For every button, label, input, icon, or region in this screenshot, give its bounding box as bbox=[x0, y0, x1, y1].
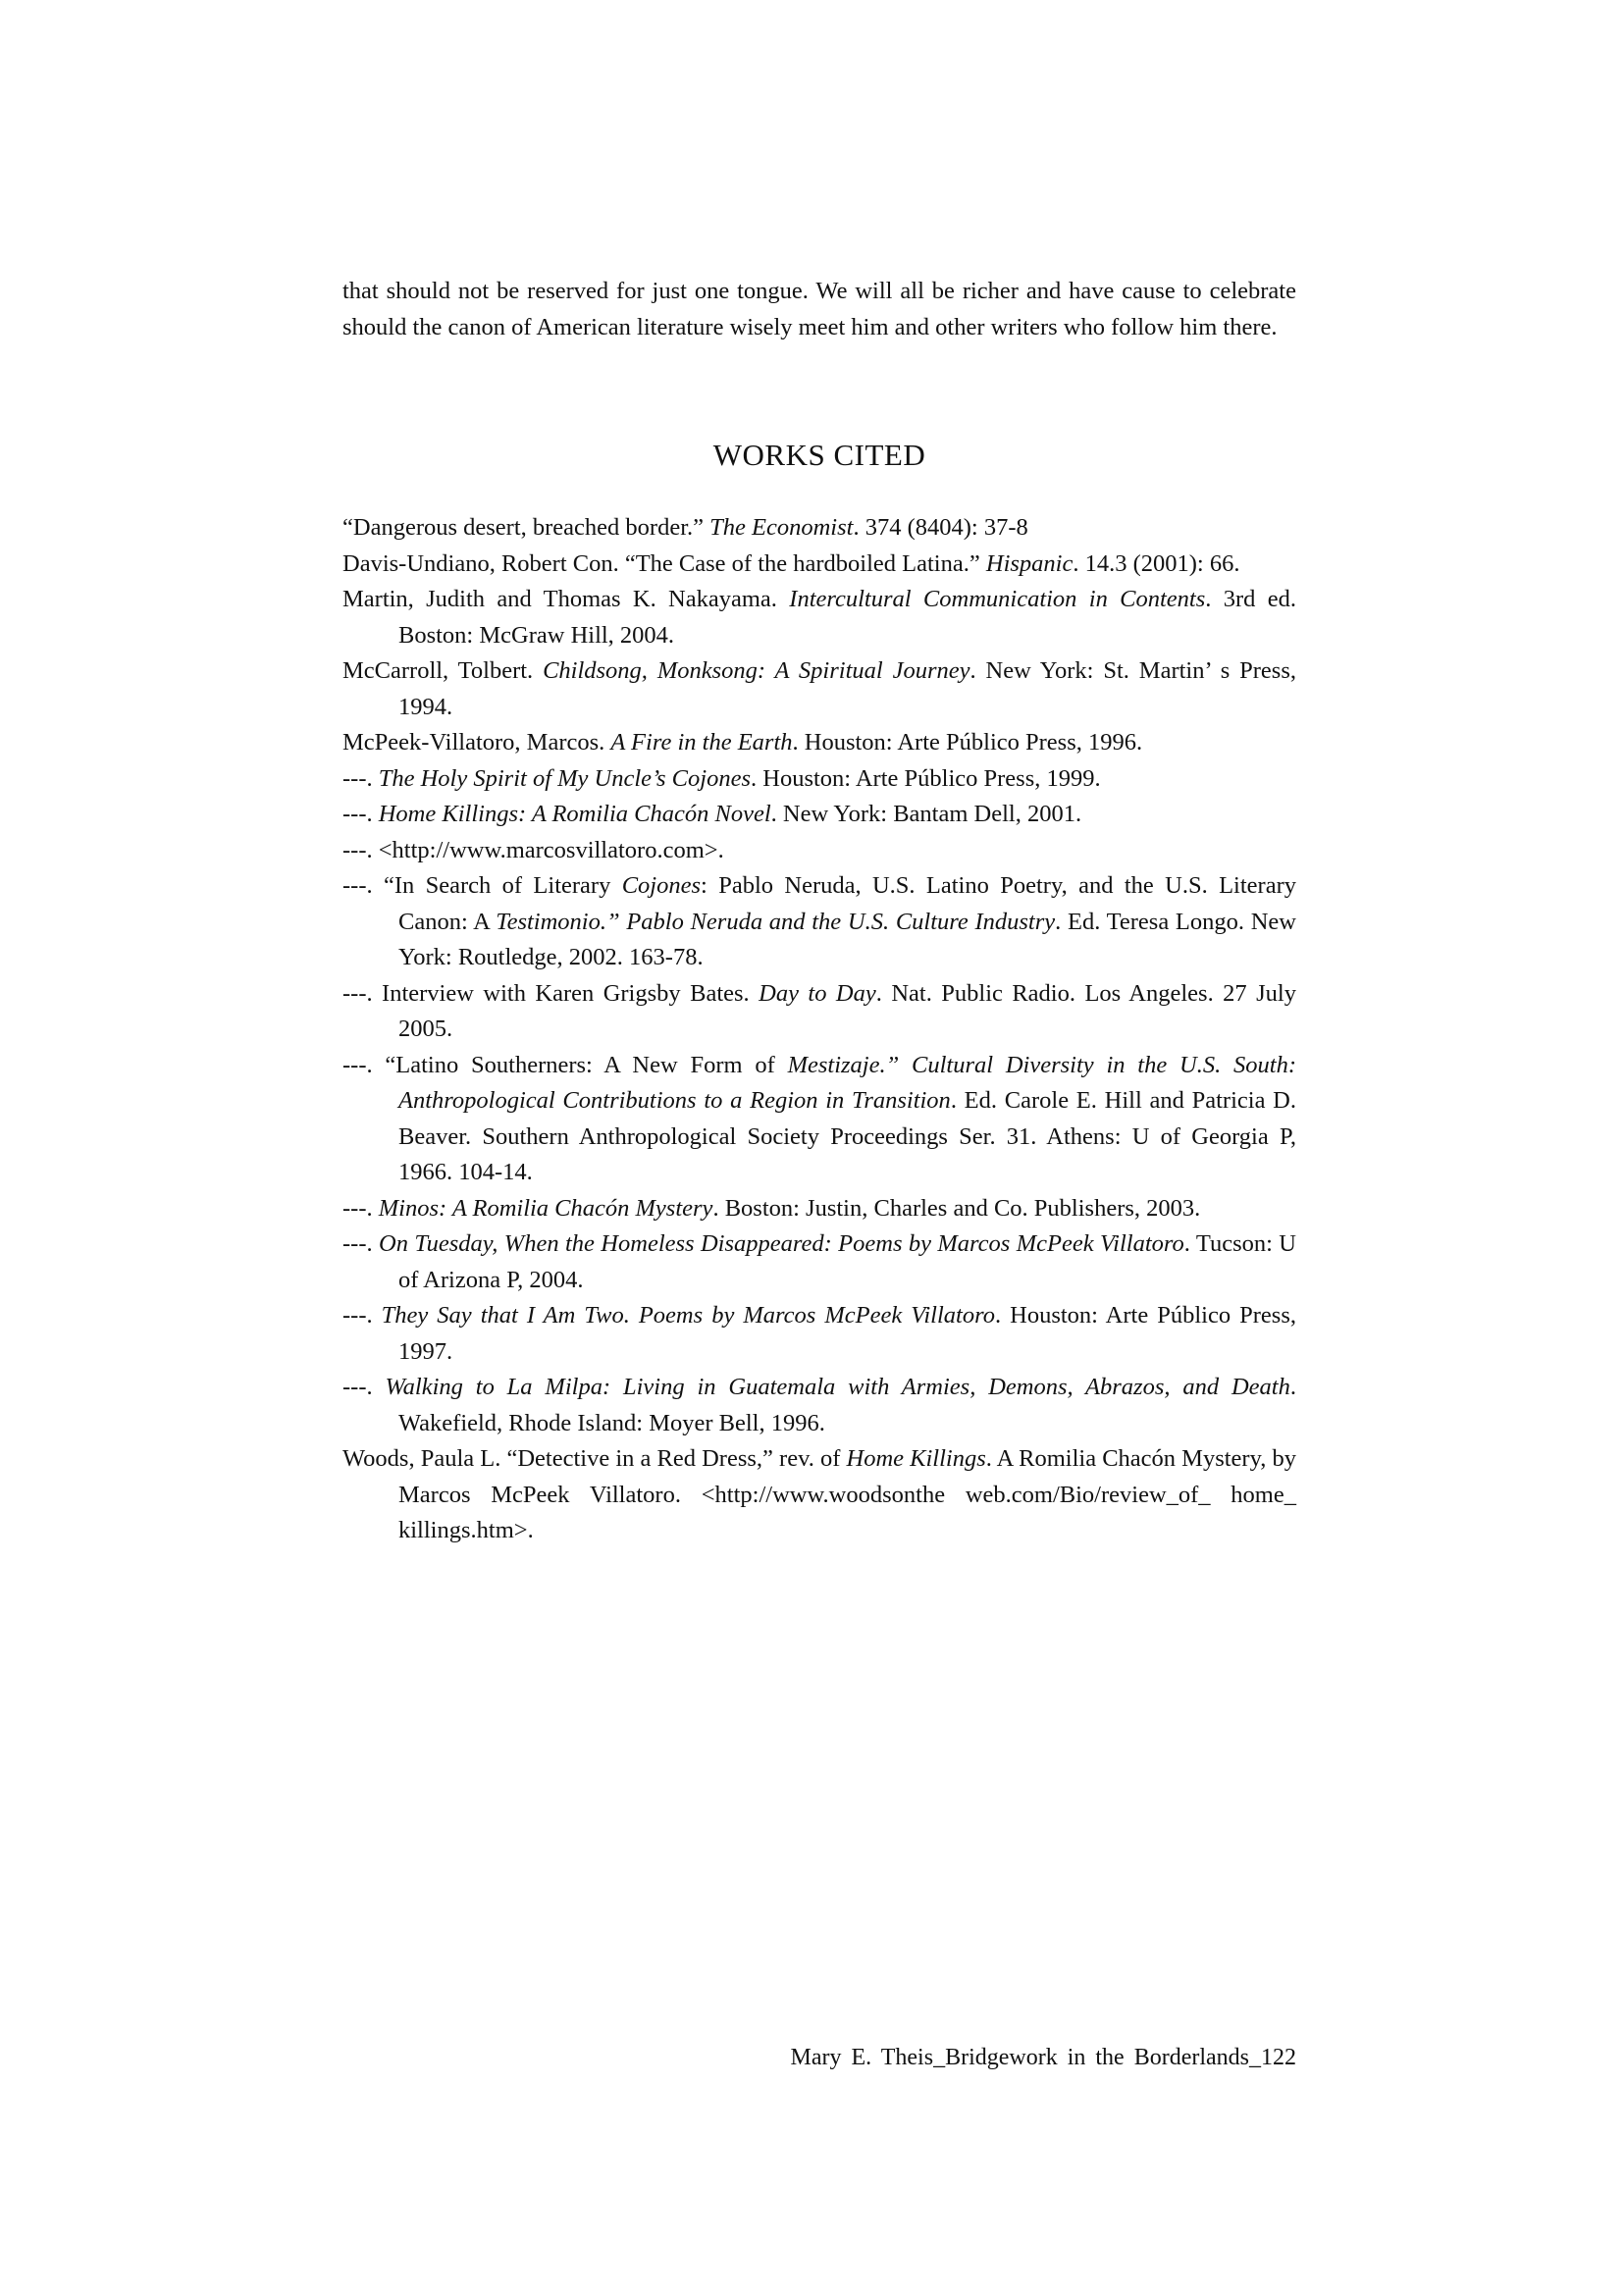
citation-entry bbox=[342, 1441, 1296, 1549]
citation-text: ---. bbox=[342, 801, 379, 827]
citation-title: Walking to La Milpa: Living in Guatemala with Armies, Demons, Abrazos, and Death bbox=[385, 1374, 1290, 1400]
citation-entry bbox=[342, 653, 1296, 725]
citation-text: . New York: Bantam Dell, 2001. bbox=[770, 801, 1082, 827]
citation-text: ---. “In Search of Literary bbox=[342, 872, 622, 899]
citation-text: Woods, Paula L. “Detective in a Red Dress,” rev. of bbox=[342, 1445, 847, 1472]
citation-text: . Houston: Arte Público Press, 1997. bbox=[398, 1302, 1296, 1365]
citation-entry bbox=[342, 1370, 1296, 1441]
citation-title: On Tuesday, When the Homeless Disappeared: Poems by Marcos McPeek Villatoro bbox=[379, 1230, 1184, 1257]
citation-text: Davis-Undiano, Robert Con. “The Case of the hardboiled Latina.” bbox=[342, 549, 986, 577]
citation-text: . Ed. Carole E. Hill and Patricia D. Beaver. Southern Anthropological Society Proceedings Ser. 31. Athens: U of Georgia P, 1966. 104-14. bbox=[398, 1087, 1296, 1185]
citation-title: Home Killings: A Romilia Chacón Novel bbox=[378, 801, 771, 827]
citation-entry bbox=[342, 1298, 1296, 1370]
citation-text: ---. <http://www.marcosvillatoro.com>. bbox=[342, 836, 724, 863]
citation-text: . 3rd ed. Boston: McGraw Hill, 2004. bbox=[398, 586, 1296, 649]
citation-text: ---. Interview with Karen Grigsby Bates. bbox=[342, 979, 760, 1007]
citation-text: . 374 (8404): 37-8 bbox=[853, 514, 1028, 541]
citation-text: : Pablo Neruda, U.S. Latino Poetry, and the U.S. Literary Canon: A bbox=[398, 872, 1296, 935]
citation-text: . Boston: Justin, Charles and Co. Publishers, 2003. bbox=[712, 1194, 1201, 1222]
citation-text: ---. bbox=[342, 1230, 379, 1257]
citation-title: Hispanic bbox=[985, 549, 1074, 577]
citation-entry bbox=[342, 797, 1296, 833]
document-page bbox=[342, 273, 1296, 1549]
page-footer: Mary E. Theis_Bridgework in the Borderlands_122 bbox=[790, 2045, 1296, 2070]
works-cited-heading: WORKS CITED bbox=[712, 438, 926, 472]
citation-text: . Nat. Public Radio. Los Angeles. 27 July 2005. bbox=[398, 979, 1296, 1042]
citation-text: ---. bbox=[342, 1374, 386, 1400]
citation-text: ---. bbox=[342, 1302, 382, 1329]
citation-text: ---. bbox=[342, 1194, 379, 1222]
citation-entry bbox=[342, 868, 1296, 976]
citation-text: McCarroll, Tolbert. bbox=[342, 657, 544, 684]
citation-entry bbox=[342, 976, 1296, 1048]
citation-entry bbox=[342, 510, 1296, 547]
citation-entry bbox=[342, 1191, 1296, 1227]
citation-title: A Fire in the Earth bbox=[610, 729, 793, 756]
citation-text: ---. “Latino Southerners: A New Form of bbox=[342, 1051, 788, 1078]
citation-text: McPeek-Villatoro, Marcos. bbox=[342, 729, 611, 756]
citation-title: Minos: A Romilia Chacón Mystery bbox=[378, 1194, 713, 1222]
citation-text: . Wakefield, Rhode Island: Moyer Bell, 1996. bbox=[398, 1374, 1296, 1436]
citation-entry bbox=[342, 1226, 1296, 1298]
citation-text: . New York: St. Martin’ s Press, 1994. bbox=[398, 657, 1297, 720]
citation-text: . A Romilia Chacón Mystery, by Marcos McPeek Villatoro. <http://www.woodsonthe web.com/Bio/review_of_ home_ killings.htm>. bbox=[398, 1445, 1296, 1543]
citation-entry bbox=[342, 833, 1296, 869]
citation-text: ---. bbox=[342, 764, 379, 792]
citation-entry bbox=[342, 725, 1296, 761]
citation-text: . Houston: Arte Público Press, 1999. bbox=[751, 764, 1101, 792]
citation-text: Martin, Judith and Thomas K. Nakayama. bbox=[342, 586, 790, 612]
citation-title: Testimonio.” Pablo Neruda and the U.S. Culture Industry bbox=[496, 908, 1056, 935]
citation-title: Childsong, Monksong: A Spiritual Journey bbox=[543, 657, 970, 684]
citation-text: . 14.3 (2001): 66. bbox=[1073, 549, 1240, 577]
citation-title: Day to Day bbox=[759, 979, 876, 1007]
citation-entry bbox=[342, 582, 1296, 653]
citation-text: . Ed. Teresa Longo. New York: Routledge, 2002. 163-78. bbox=[398, 908, 1296, 970]
citation-title: The Holy Spirit of My Uncle’s Cojones bbox=[378, 764, 751, 792]
citation-title: They Say that I Am Two. Poems by Marcos McPeek Villatoro bbox=[381, 1302, 995, 1329]
citation-title: Home Killings bbox=[846, 1445, 986, 1472]
citation-entry bbox=[342, 547, 1296, 583]
citation-entry bbox=[342, 761, 1296, 798]
citation-text: “Dangerous desert, breached border.” bbox=[342, 514, 710, 541]
citation-title: Cojones bbox=[621, 872, 702, 899]
citation-title: The Economist bbox=[709, 514, 854, 541]
citation-text: . Tucson: U of Arizona P, 2004. bbox=[398, 1230, 1296, 1293]
citation-text: . Houston: Arte Público Press, 1996. bbox=[792, 729, 1143, 756]
citation-title: Intercultural Communication in Contents bbox=[789, 586, 1206, 612]
citation-title: Mestizaje.” Cultural Diversity in the U.S. South: Anthropological Contributions to a Region in Transition bbox=[398, 1051, 1296, 1114]
body-paragraph: that should not be reserved for just one tongue. We will all be richer and have cause to celebrate should the canon of American literature wisely meet him and other writers who follow him there. bbox=[342, 278, 1296, 340]
citation-entry bbox=[342, 1048, 1296, 1191]
works-cited-list bbox=[342, 510, 1296, 1549]
